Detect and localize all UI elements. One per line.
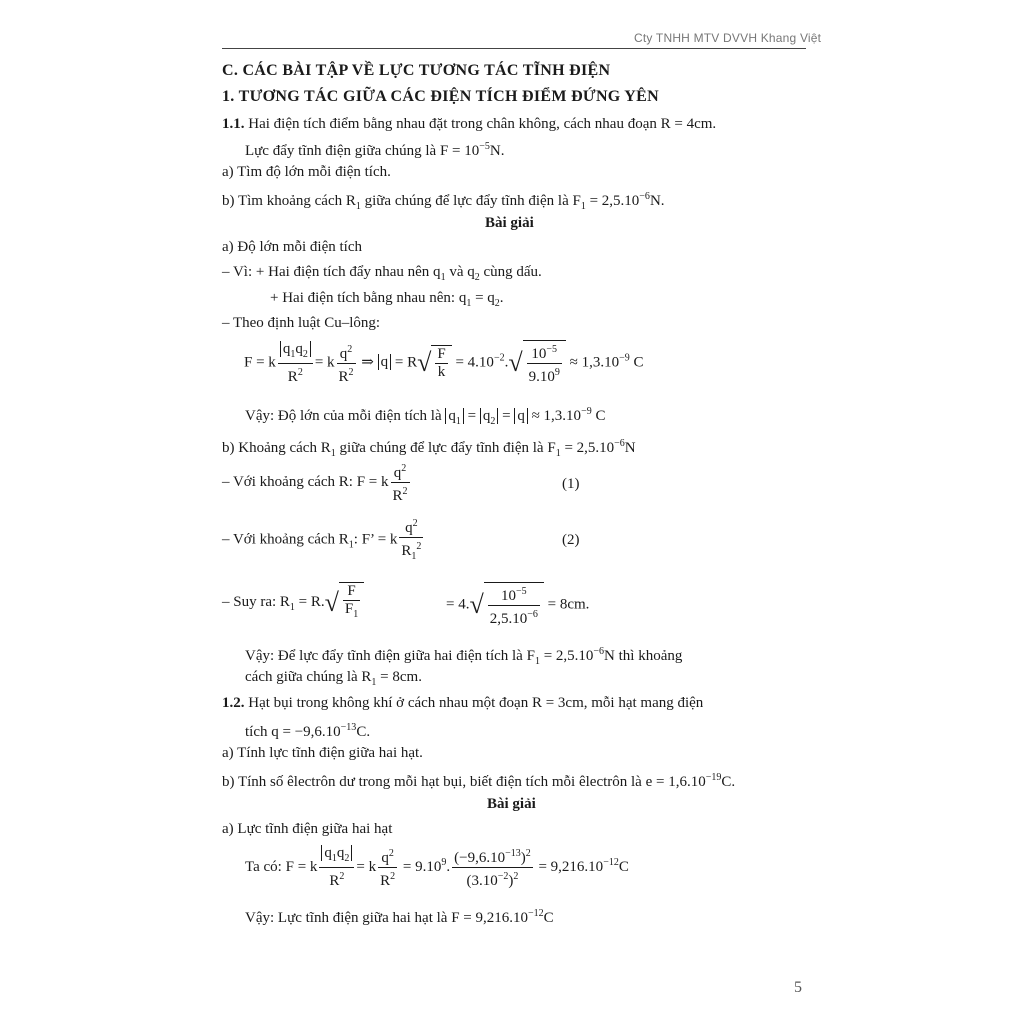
equation-1: – Với khoảng cách R: F = k $\frac{q^2}{R^2}$	[222, 463, 408, 504]
conclusion-b-line1: Vậy: Để lực đẩy tĩnh điện giữa hai điện tích là $F_1 = 2,5.10^{-6}N$ thì khoảng	[245, 646, 683, 667]
solution-1-2-a: a) Lực tĩnh điện giữa hai hạt	[222, 821, 393, 837]
header-company: Cty TNHH MTV DVVH Khang Việt	[634, 31, 822, 45]
solution-step-3: – Theo định luật Cu–lông:	[222, 315, 381, 331]
equation-2: – Với khoảng cách $R_1$: F’ = k $\frac{q^2}{R_1^2}$	[222, 515, 425, 565]
coulomb-equation: F = k $\frac{q_1q_2}{R^2}$ = k $\frac{q^2}{R^2}$ ⇒ q = R√ $\frac{F}{k}$ = $4.10^{-2}.√$ $\frac{10^{-5}}{9.10^9}$ ≈ $1,3.10^{-9}$ C	[244, 340, 644, 385]
solution-step-1: – Vì: + Hai điện tích đẩy nhau nên $q_1$ và $q_2$ cùng dấu.	[222, 264, 542, 283]
solution-a: a) Độ lớn mỗi điện tích	[222, 239, 362, 255]
equation-2-number: (2)	[562, 532, 580, 548]
conclusion-a: Vậy: Độ lớn của mỗi điện tích là $q_1 = q_2 = q \approx 1,3.10^{-9}$ C	[245, 406, 606, 427]
problem-1-2-line2: tích $q = -9,6.10^{-13}C$.	[245, 722, 371, 740]
question-1-2-a: a) Tính lực tĩnh điện giữa hai hạt.	[222, 745, 423, 761]
page-number: 5	[794, 979, 802, 996]
problem-1-1-line1: 1.1. Hai điện tích điểm bằng nhau đặt trong chân không, cách nhau đoạn R = 4cm.	[222, 116, 717, 132]
problem-1-2-line1: 1.2. Hạt bụi trong không khí ở cách nhau một đoạn R = 3cm, mỗi hạt mang điện	[222, 695, 704, 711]
equation-1-number: (1)	[562, 476, 580, 492]
problem-1-1-line2: Lực đẩy tĩnh điện giữa chúng là $F = 10^{-5}N$.	[245, 141, 505, 159]
solution-step-2: + Hai điện tích bằng nhau nên: $q_1 = q_2$.	[270, 290, 504, 309]
force-equation: Ta có: F = k $\frac{q_1q_2}{R^2}$ = k $\frac{q^2}{R^2}$ = $9.10^9$. $\frac{(-9,6.10^{-13})^2}{(3.10^{-2})^2}$ = $9,216.10^{-12}C$	[245, 845, 629, 889]
solution-b: b) Khoảng cách $R_1$ giữa chúng để lực đẩy tĩnh điện là $F_1 = 2,5.10^{-6}N$	[222, 438, 636, 459]
question-b: b) Tìm khoảng cách $R_1$ giữa chúng để lực đẩy tĩnh điện là $F_1 = 2,5.10^{-6}N$.	[222, 191, 665, 212]
section-title: C. CÁC BÀI TẬP VỀ LỰC TƯƠNG TÁC TĨNH ĐIỆN	[222, 62, 611, 79]
subsection-title: 1. TƯƠNG TÁC GIỮA CÁC ĐIỆN TÍCH ĐIỂM ĐỨNG YÊN	[222, 88, 659, 105]
question-a: a) Tìm độ lớn mỗi điện tích.	[222, 164, 391, 180]
solution-title-1-2: Bài giải	[487, 796, 536, 812]
solution-title: Bài giải	[485, 215, 534, 231]
equation-ratio-value: = 4.√ $\frac{10^{-5}}{2,5.10^{-6}}$ = 8cm.	[446, 582, 589, 628]
question-1-2-b: b) Tính số êlectrôn dư trong mỗi hạt bụi, biết điện tích mỗi êlectrôn là $e = 1,6.10^{-19}C$.	[222, 772, 736, 790]
conclusion-1-2: Vậy: Lực tĩnh điện giữa hai hạt là $F = 9,216.10^{-12}C$	[245, 908, 554, 926]
equation-ratio: – Suy ra: $R_1 = R.√$ $\frac{F}{F_1}$	[222, 582, 364, 623]
conclusion-b-line2: cách giữa chúng là $R_1 = 8cm$.	[245, 669, 422, 688]
problem-number: 1.1.	[222, 116, 245, 132]
header-rule	[222, 48, 806, 49]
